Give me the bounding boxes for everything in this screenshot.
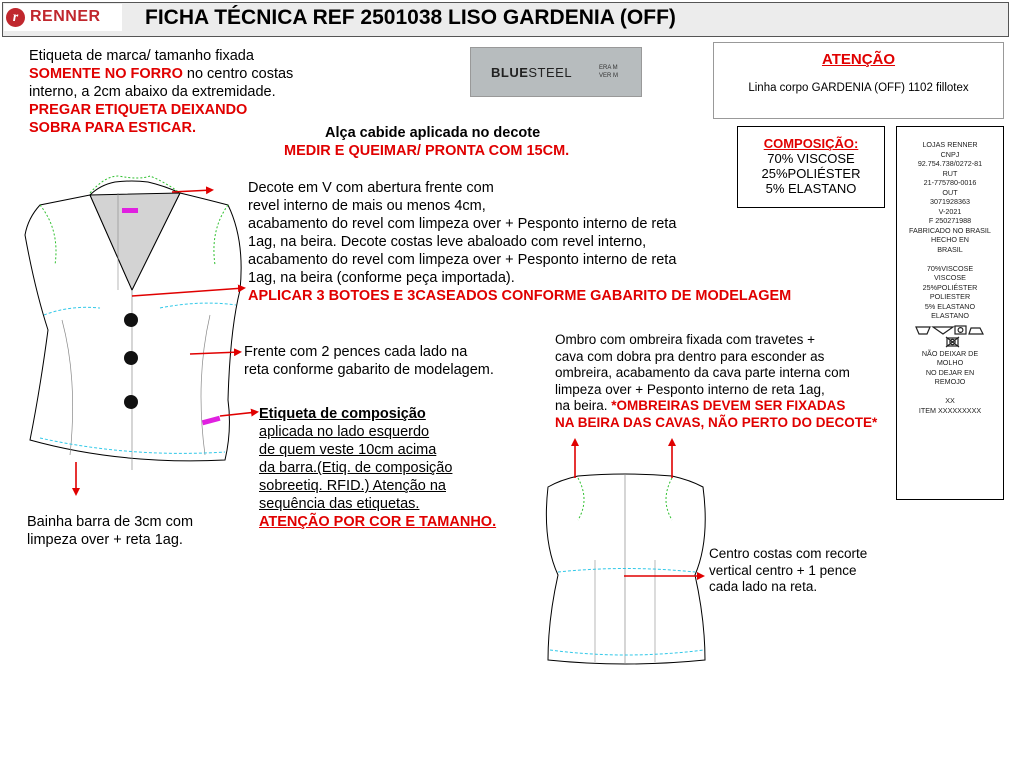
composition-label-warning: ATENÇÃO POR COR E TAMANHO. [259, 514, 497, 530]
shoulder-pad-warning: *OMBREIRAS DEVEM SER FIXADAS [611, 398, 846, 413]
shoulder-note: Ombro com ombreira fixada com travetes + cava com dobra pra dentro para esconder as ombreira, acabamento da cava parte interna com limpeza over + Pesponto interno de reta 1ag, na beira. *OMBREIRAS DEVEM SER FIXADAS NA BEIRA DAS CAVAS, NÃO PERTO DO DECOTE* [555, 332, 878, 430]
brand-tag-name: BLUESTEEL [491, 65, 573, 80]
care-label-line: 3071928363 [930, 197, 970, 206]
care-label-line: V-2021 [938, 206, 962, 216]
neckline-note-line: Decote em V com abertura frente com [248, 180, 494, 196]
composition-line: 70% VISCOSE [767, 151, 855, 166]
care-label-line: CNPJ [940, 149, 960, 159]
button-2 [124, 351, 138, 365]
hanger-note-line2: MEDIR E QUEIMAR/ PRONTA COM 15CM. [284, 143, 570, 159]
brand-tag-size: ERA M VER M [599, 65, 619, 79]
care-label-line: OUT [942, 187, 958, 197]
neckline-note-line: revel interno de mais ou menos 4cm, [248, 198, 486, 214]
composition-title: COMPOSIÇÃO: [763, 136, 859, 151]
neckline-note-line: acabamento do revel com limpeza over + Pesponto interno de reta [248, 252, 677, 268]
care-label-line: XX [945, 396, 955, 405]
brand-label-note-line5: SOBRA PARA ESTICAR. [29, 120, 197, 136]
care-label-line: 70%VISCOSE [926, 263, 974, 273]
care-label-line: ITEM XXXXXXXXX [918, 405, 982, 415]
care-label-line: F 250271988 [928, 216, 972, 225]
attention-text: Linha corpo GARDENIA (OFF) 1102 fillotex [748, 82, 969, 94]
renner-logo-text: RENNER [30, 8, 101, 25]
care-label-line: NO DEJAR EN [925, 367, 975, 377]
care-label-line: VISCOSE [934, 273, 966, 282]
neckline-note-line: 1ag, na beira (conforme peça importada). [248, 270, 515, 286]
care-label-line: 92.754.738/0272-81 [917, 159, 983, 168]
button-3 [124, 395, 138, 409]
hem-note: Bainha barra de 3cm com limpeza over + reta 1ag. [27, 514, 194, 548]
brand-label-note-line4: PREGAR ETIQUETA DEIXANDO [29, 102, 248, 118]
care-label-line: 21-775780-0016 [923, 178, 977, 187]
brand-label-note-line1: Etiqueta de marca/ tamanho fixada [29, 48, 254, 64]
back-vest-drawing [546, 474, 705, 665]
buttons-instruction: APLICAR 3 BOTOES E 3CASEADOS CONFORME GABARITO DE MODELAGEM [248, 288, 792, 304]
renner-logo-mark: r [6, 8, 25, 27]
care-label-line: 5% ELASTANO [924, 301, 976, 311]
care-label-line: HECHO EN [931, 235, 969, 244]
composition-label-note: Etiqueta de composição aplicada no lado esquerdo de quem veste 10cm acima da barra.(Etiq. de composição sobreetiq. RFID.) Atenção na sequência das etiquetas. ATENÇÃO POR COR E TAMANHO. [259, 406, 497, 530]
care-label-line: POLIESTER [929, 292, 971, 301]
page-title: FICHA TÉCNICA REF 2501038 LISO GARDENIA (OFF) [145, 6, 676, 29]
care-label-line: FABRICADO NO BRASIL [909, 225, 991, 235]
care-label-line: 25%POLIÉSTER [922, 282, 978, 292]
composition-line: 5% ELASTANO [765, 181, 857, 196]
care-label-line: REMOJO [934, 377, 966, 386]
care-label-line: BRASIL [937, 244, 963, 254]
brand-label-note-rest: no centro costas [182, 66, 294, 82]
care-label-line: LOJAS RENNER [922, 140, 978, 149]
care-label-line: RUT [942, 168, 958, 178]
composition-line: 25%POLIÉSTER [761, 166, 861, 181]
neckline-note-line: acabamento do revel com limpeza over + Pesponto interno de reta [248, 216, 677, 232]
button-1 [124, 313, 138, 327]
care-label-line: NÃO DEIXAR DE [921, 348, 979, 358]
neckline-note-line: 1ag, na beira. Decote costas leve abaloado com revel interno, [248, 234, 647, 250]
darts-note: Frente com 2 pences cada lado na reta conforme gabarito de modelagem. [244, 344, 494, 378]
shoulder-pad-warning-line2: NA BEIRA DAS CAVAS, NÃO PERTO DO DECOTE* [555, 414, 878, 430]
back-note: Centro costas com recorte vertical centro + 1 pence cada lado na reta. [709, 546, 868, 594]
care-label-line: ELASTANO [931, 311, 969, 320]
attention-title: ATENÇÃO [821, 51, 896, 68]
brand-label-note-red: SOMENTE NO FORRO [29, 66, 183, 82]
care-label-line: MOLHO [936, 358, 964, 367]
hanger-note-line1: Alça cabide aplicada no decote [325, 125, 541, 141]
brand-label-note-line3: interno, a 2cm abaixo da extremidade. [29, 84, 276, 100]
